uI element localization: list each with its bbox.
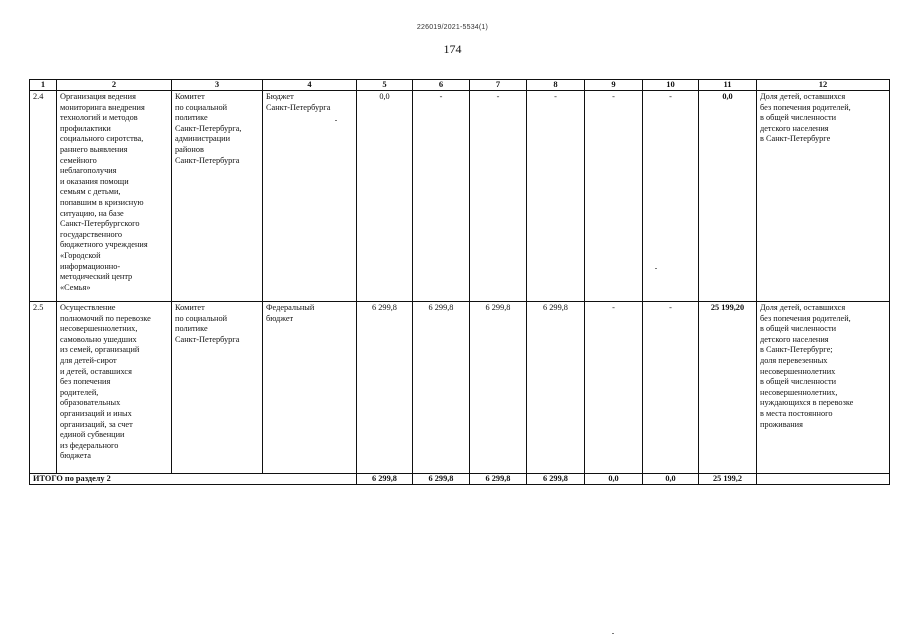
row-number: 2.4 [30,91,57,302]
value-col9: - [585,302,643,474]
column-number: 6 [413,80,470,91]
value-col6: - [413,91,470,302]
column-number: 1 [30,80,57,91]
total-col10: 0,0 [643,474,699,485]
column-number: 10 [643,80,699,91]
column-number: 2 [57,80,172,91]
column-number: 3 [172,80,263,91]
value-col11: 0,0 [699,91,757,302]
value-col7: 6 299,8 [470,302,527,474]
budget-table [29,79,890,485]
scan-speck [612,633,614,634]
total-col8: 6 299,8 [527,474,585,485]
column-number: 7 [470,80,527,91]
value-col7: - [470,91,527,302]
total-col9: 0,0 [585,474,643,485]
column-number-row [30,80,890,91]
scan-speck [655,268,657,269]
table-row [30,91,890,302]
column-number: 12 [757,80,890,91]
total-col11: 25 199,2 [699,474,757,485]
column-number: 8 [527,80,585,91]
column-number: 4 [263,80,357,91]
funding-source: Федеральный бюджет [263,302,357,474]
value-col5: 0,0 [357,91,413,302]
value-col10: - [643,302,699,474]
document-id: 226019/2021-5534(1) [416,24,489,31]
value-col8: - [527,91,585,302]
target-indicator: Доля детей, оставшихся без попечения родителей, в общей численности детского населения в Санкт-Петербурге [757,91,890,302]
activity-name: Осуществление полномочий по перевозке несовершеннолетних, самовольно ушедших из семей, организаций для детей-сирот и детей, оставшихся без попечения родителей, образовательных организаций и иных организаций, за счет единой субвенции из федерального бюджета [57,302,172,474]
value-col9: - [585,91,643,302]
executor: Комитет по социальной политике Санкт-Петербурга [172,302,263,474]
funding-source: Бюджет Санкт-Петербурга [263,91,357,302]
activity-name: Организация ведения мониторинга внедрения технологий и методов профилактики социального сиротства, раннего выявления семейного неблагополучия и оказания помощи семьям с детьми, попавшим в кризисную ситуацию, на базе Санкт-Петербургского государственного бюджетного учреждения «Городской информационно- методический центр «Семья» [57,91,172,302]
total-col5: 6 299,8 [357,474,413,485]
total-col7: 6 299,8 [470,474,527,485]
value-col5: 6 299,8 [357,302,413,474]
value-col10: - [643,91,699,302]
target-indicator: Доля детей, оставшихся без попечения родителей, в общей численности детского населения в Санкт-Петербурге; доля перевезенных несовершеннолетних в общей численности несовершеннолетних, нуждающихся в перевозке в места постоянного проживания [757,302,890,474]
total-col12 [757,474,890,485]
page-number: 174 [443,42,462,56]
total-row [30,474,890,485]
total-col6: 6 299,8 [413,474,470,485]
executor: Комитет по социальной политике Санкт-Петербурга, администрации районов Санкт-Петербурга [172,91,263,302]
value-col8: 6 299,8 [527,302,585,474]
column-number: 9 [585,80,643,91]
row-number: 2.5 [30,302,57,474]
value-col6: 6 299,8 [413,302,470,474]
column-number: 11 [699,80,757,91]
column-number: 5 [357,80,413,91]
table-row [30,302,890,474]
value-col11: 25 199,20 [699,302,757,474]
total-label: ИТОГО по разделу 2 [30,474,357,485]
scan-speck [335,120,337,121]
